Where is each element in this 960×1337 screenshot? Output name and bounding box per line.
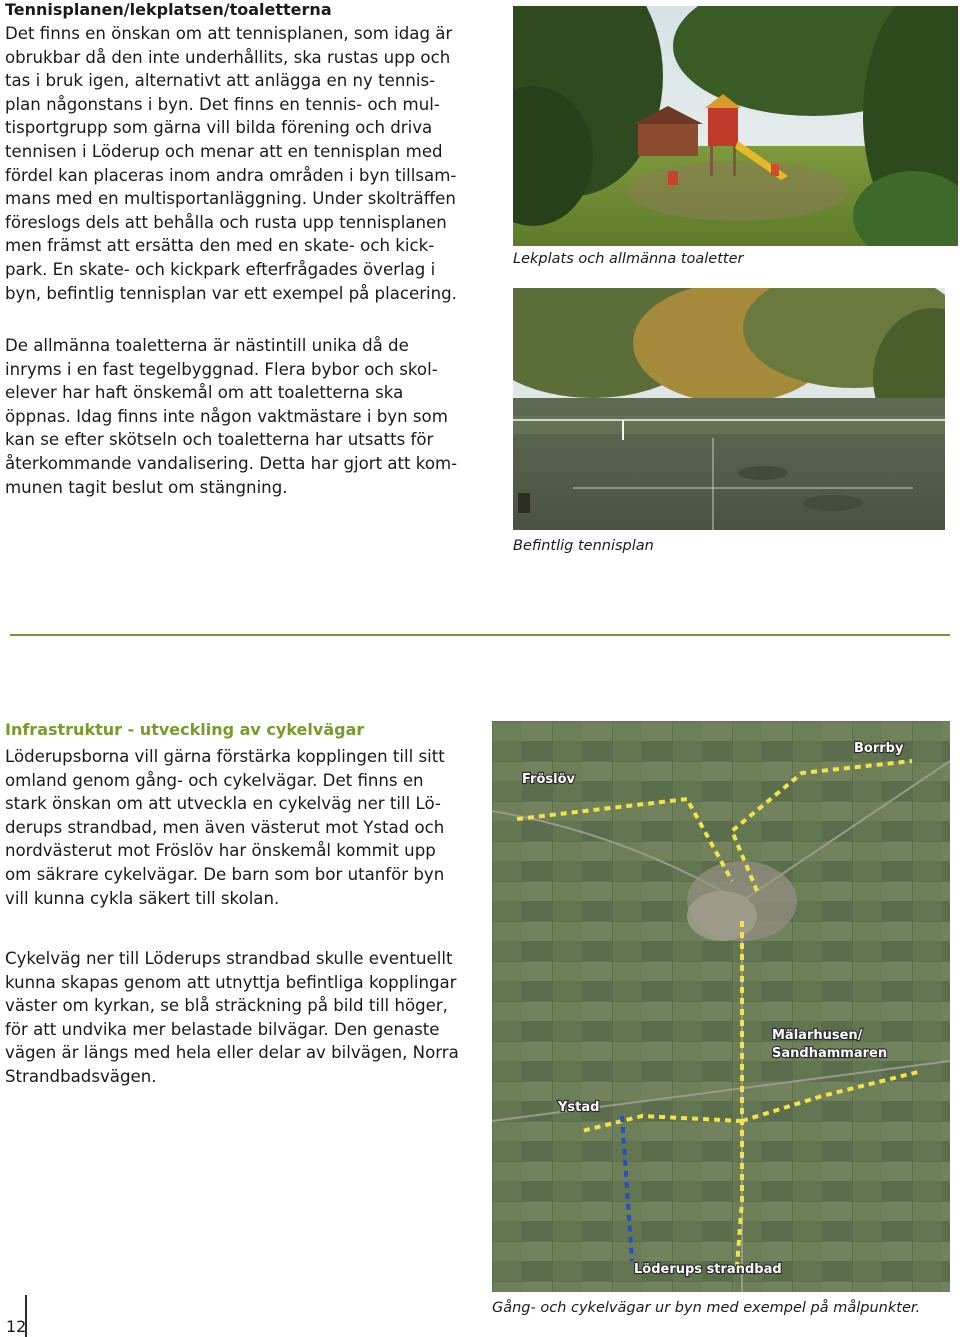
text-line: tisportgrupp som gärna vill bilda förening och driva xyxy=(5,118,433,138)
text-line: derups strandbad, men även västerut mot Ystad och xyxy=(5,817,445,837)
tennis-paragraph-2 xyxy=(5,334,457,499)
text-line: tennisen i Löderup och menar att en tennisplan med xyxy=(5,141,443,161)
text-line: mans med en multisportanläggning. Under skolträffen xyxy=(5,189,456,209)
text-line: kunna skapas genom att utnyttja befintliga kopplingar xyxy=(5,972,457,992)
text-line: Strandbadsvägen. xyxy=(5,1066,157,1086)
page-number: 12 xyxy=(6,1317,27,1336)
text-line: fördel kan placeras inom andra områden i byn tillsam- xyxy=(5,165,457,185)
text-line: omland genom gång- och cykelvägar. Det finns en xyxy=(5,770,424,790)
section-heading-infrastructure: Infrastruktur - utveckling av cykelvägar xyxy=(5,720,365,739)
text-line: för att undvika mer belastade bilvägar. Den genaste xyxy=(5,1019,440,1039)
map-label-froslov: Fröslöv xyxy=(522,772,575,787)
text-line: nordvästerut mot Fröslöv har önskemål kommit upp xyxy=(5,841,436,861)
text-line: elever har haft önskemål om att toaletterna ska xyxy=(5,383,404,403)
text-line: om säkrare cykelvägar. De barn som bor utanför byn xyxy=(5,864,445,884)
infra-paragraph-1 xyxy=(5,745,445,910)
text-line: park. En skate- och kickpark efterfrågades överlag i xyxy=(5,259,436,279)
map-label-sandhammaren: Sandhammaren xyxy=(772,1046,888,1061)
tennis-court-photo-caption: Befintlig tennisplan xyxy=(513,538,654,554)
text-line: väster om kyrkan, se blå sträckning på bild till höger, xyxy=(5,996,448,1016)
map-label-strandbad: Löderups strandbad xyxy=(634,1262,782,1277)
text-line: byn, befintlig tennisplan var ett exempel på placering. xyxy=(5,283,457,303)
playground-photo xyxy=(513,6,958,246)
text-line: kan se efter skötseln och toaletterna har utsatts för xyxy=(5,430,434,450)
section-divider xyxy=(10,634,950,636)
text-line: inryms i en fast tegelbyggnad. Flera bybor och skol- xyxy=(5,359,438,379)
route-map-caption: Gång- och cykelvägar ur byn med exempel på målpunkter. xyxy=(492,1300,921,1316)
text-line: återkommande vandalisering. Detta har gjort att kom- xyxy=(5,453,458,473)
route-map xyxy=(492,721,950,1292)
infra-paragraph-2 xyxy=(5,947,459,1089)
text-line: Löderupsborna vill gärna förstärka kopplingen till sitt xyxy=(5,747,445,766)
map-label-malarhusen: Mälarhusen/ xyxy=(772,1028,863,1043)
text-line: föreslogs dels att behålla och rusta upp tennisplanen xyxy=(5,212,447,232)
tennis-court-photo xyxy=(513,288,945,530)
tennis-paragraph-1 xyxy=(5,22,457,305)
text-line: vill kunna cykla säkert till skolan. xyxy=(5,888,280,908)
text-line: stark önskan om att utveckla en cykelväg ner till Lö- xyxy=(5,794,441,814)
text-line: öppnas. Idag finns inte någon vaktmästare i byn som xyxy=(5,406,448,426)
playground-photo-caption: Lekplats och allmänna toaletter xyxy=(513,251,744,267)
text-line: tas i bruk igen, alternativt att anlägga en ny tennis- xyxy=(5,71,436,91)
map-label-ystad: Ystad xyxy=(558,1100,600,1115)
text-line: vägen är längs med hela eller delar av bilvägen, Norra xyxy=(5,1043,459,1063)
text-line: De allmänna toaletterna är nästintill unika då de xyxy=(5,336,409,355)
section-heading-tennis: Tennisplanen/lekplatsen/toaletterna xyxy=(5,0,332,19)
text-line: men främst att ersätta den med en skate- och kick- xyxy=(5,236,435,256)
text-line: obrukbar då den inte underhållits, ska rustas upp och xyxy=(5,47,451,67)
map-label-borrby: Borrby xyxy=(854,741,904,756)
text-line: Cykelväg ner till Löderups strandbad skulle eventuellt xyxy=(5,949,453,968)
text-line: Det finns en önskan om att tennisplanen, som idag är xyxy=(5,24,453,43)
text-line: munen tagit beslut om stängning. xyxy=(5,477,288,497)
text-line: plan någonstans i byn. Det finns en tennis- och mul- xyxy=(5,94,440,114)
